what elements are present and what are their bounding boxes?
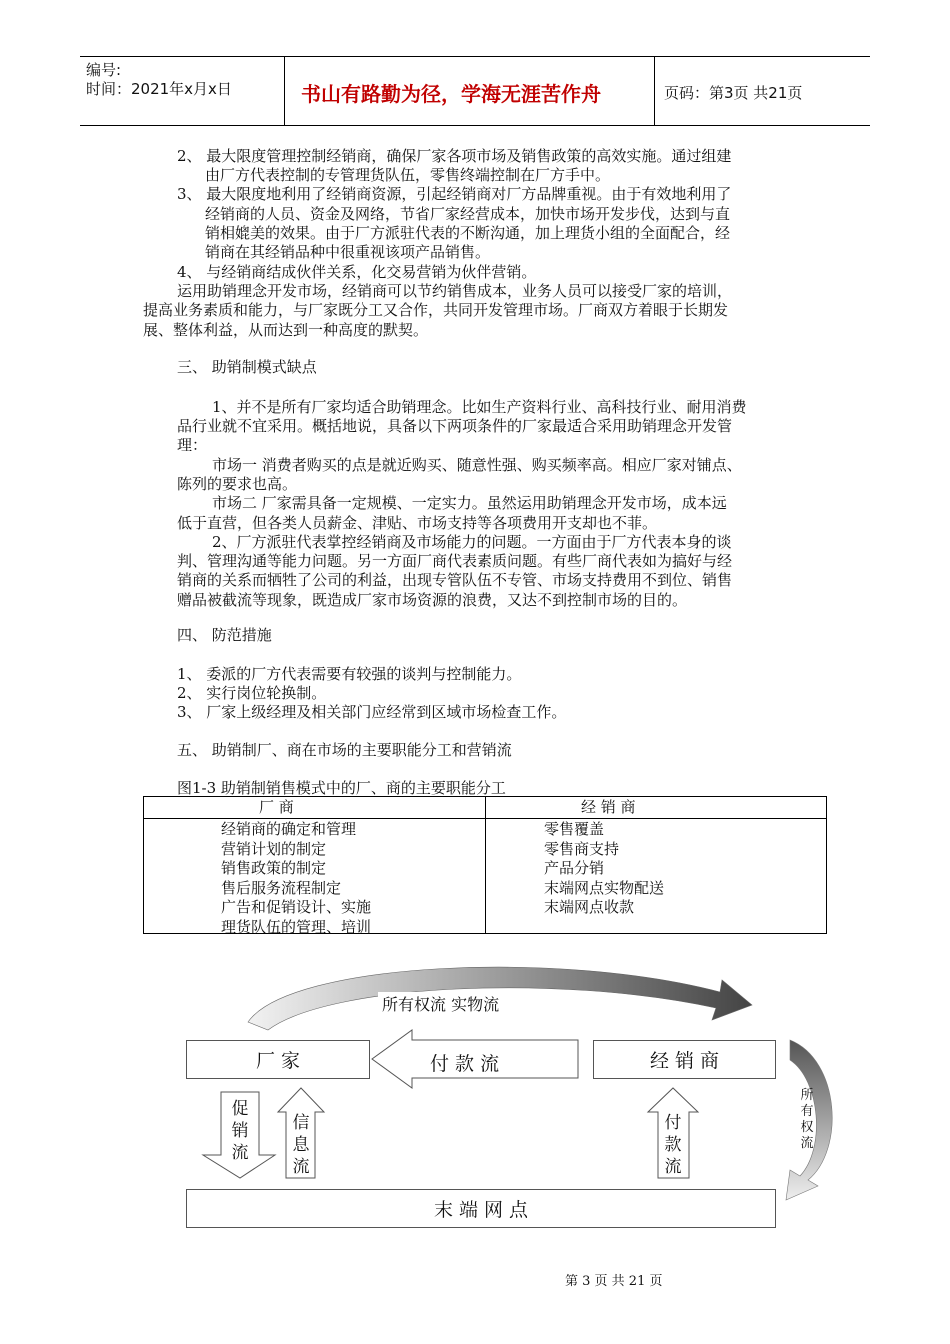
info-flow-label: 信 息 流 xyxy=(292,1113,310,1177)
paragraph-line: 提高业务素质和能力，与厂家既分工又合作，共同开发管理市场。厂商双方着眼于长期发 xyxy=(143,301,729,319)
payment-up-label: 付 款 流 xyxy=(664,1113,682,1177)
paragraph-line: 展、整体利益，从而达到一种高度的默契。 xyxy=(143,321,429,339)
paragraph-line: 理： xyxy=(177,436,208,454)
paragraph-line: 2、厂方派驻代表掌控经销商及市场能力的问题。一方面由于厂方代表本身的谈 xyxy=(212,533,732,551)
table-cell: 零售商支持 xyxy=(544,839,620,858)
paragraph-line: 陈列的要求也高。 xyxy=(177,475,298,493)
table-cell: 销售政策的制定 xyxy=(221,859,327,877)
table-cell: 末端网点收款 xyxy=(544,898,635,916)
table-cell: 售后服务流程制定 xyxy=(221,878,342,897)
header-motto: 书山有路勤为径，学海无涯苦作舟 xyxy=(301,82,601,106)
ownership-flow-label: 所 有 权 流 xyxy=(800,1088,814,1151)
table-header-distributor: 经 销 商 xyxy=(581,798,636,816)
table-cell: 产品分销 xyxy=(544,859,605,877)
table-cell: 经销商的确定和管理 xyxy=(221,820,357,838)
page-footer: 第 3 页 共 21 页 xyxy=(565,1274,663,1289)
paragraph-line: 赠品被截流等现象，既造成厂家市场资源的浪费，又达不到控制市场的目的。 xyxy=(177,591,688,609)
promotion-flow-label: 促 销 流 xyxy=(231,1099,249,1163)
table-cell: 广告和促销设计、实施 xyxy=(221,898,372,916)
payment-flow-label: 付 款 流 xyxy=(430,1053,500,1075)
paragraph-line: 1、并不是所有厂家均适合助销理念。比如生产资料行业、高科技行业、耐用消费 xyxy=(212,398,747,416)
paragraph-line: 市场一 消费者购买的点是就近购买、随意性强、购买频率高。相应厂家对铺点、 xyxy=(212,456,742,474)
factory-box: 厂 家 xyxy=(186,1040,370,1079)
figure-caption: 图1-3 助销制销售模式中的厂、商的主要职能分工 xyxy=(177,779,506,797)
paragraph-line: 经销商的人员、资金及网络，节省厂家经营成本，加快市场开发步伐，达到与直 xyxy=(205,205,731,223)
list-item: 1、 委派的厂方代表需要有较强的谈判与控制能力。 xyxy=(177,665,522,683)
doc-time-label: 时间：2021年x月x日 xyxy=(86,80,232,98)
paragraph-line: 市场二 厂家需具备一定规模、一定实力。虽然运用助销理念开发市场，成本远 xyxy=(212,494,727,512)
table-cell: 零售覆盖 xyxy=(544,820,605,838)
paragraph-line: 运用助销理念开发市场，经销商可以节约销售成本，业务人员可以接受厂家的培训， xyxy=(177,282,733,300)
paragraph-line: 品行业就不宜采用。概括地说，具备以下两项条件的厂家最适合采用助销理念开发管 xyxy=(177,417,733,435)
section-heading: 三、 助销制模式缺点 xyxy=(177,358,317,376)
paragraph-line: 4、 与经销商结成伙伴关系，化交易营销为伙伴营销。 xyxy=(177,263,537,281)
paragraph-line: 3、 最大限度地利用了经销商资源，引起经销商对厂方品牌重视。由于有效地利用了 xyxy=(177,185,732,203)
arc-flow-label: 所有权流 实物流 xyxy=(378,992,503,1015)
table-header-factory: 厂 商 xyxy=(259,798,294,816)
list-item: 3、 厂家上级经理及相关部门应经常到区域市场检查工作。 xyxy=(177,703,567,721)
paragraph-line: 低于直营，但各类人员薪金、津贴、市场支持等各项费用开支却也不菲。 xyxy=(177,514,658,532)
section-heading: 五、 助销制厂、商在市场的主要职能分工和营销流 xyxy=(177,741,512,759)
table-cell: 末端网点实物配送 xyxy=(544,878,665,897)
table-cell: 营销计划的制定 xyxy=(221,839,327,858)
header-page-info: 页码：第3页 共21页 xyxy=(664,84,803,102)
paragraph-line: 销商在其经销品种中很重视该项产品销售。 xyxy=(205,243,491,261)
doc-number-label: 编号: xyxy=(86,61,122,79)
section-heading: 四、 防范措施 xyxy=(177,626,272,644)
paragraph-line: 判、管理沟通等能力问题。另一方面厂商代表素质问题。有些厂商代表如为搞好与经 xyxy=(177,552,733,570)
distributor-box: 经 销 商 xyxy=(593,1040,776,1079)
paragraph-line: 销商的关系而牺牲了公司的利益，出现专管队伍不专管、市场支持费用不到位、销售 xyxy=(177,571,733,589)
list-item: 2、 实行岗位轮换制。 xyxy=(177,684,327,702)
paragraph-line: 销相媲美的效果。由于厂方派驻代表的不断沟通，加上理货小组的全面配合，经 xyxy=(205,224,731,242)
table-cell: 理货队伍的管理、培训 xyxy=(221,917,372,936)
terminal-box: 末 端 网 点 xyxy=(186,1189,776,1228)
paragraph-line: 2、 最大限度管理控制经销商，确保厂家各项市场及销售政策的高效实施。通过组建 xyxy=(177,147,732,165)
paragraph-line: 由厂方代表控制的专管理货队伍，零售终端控制在厂方手中。 xyxy=(205,166,611,184)
